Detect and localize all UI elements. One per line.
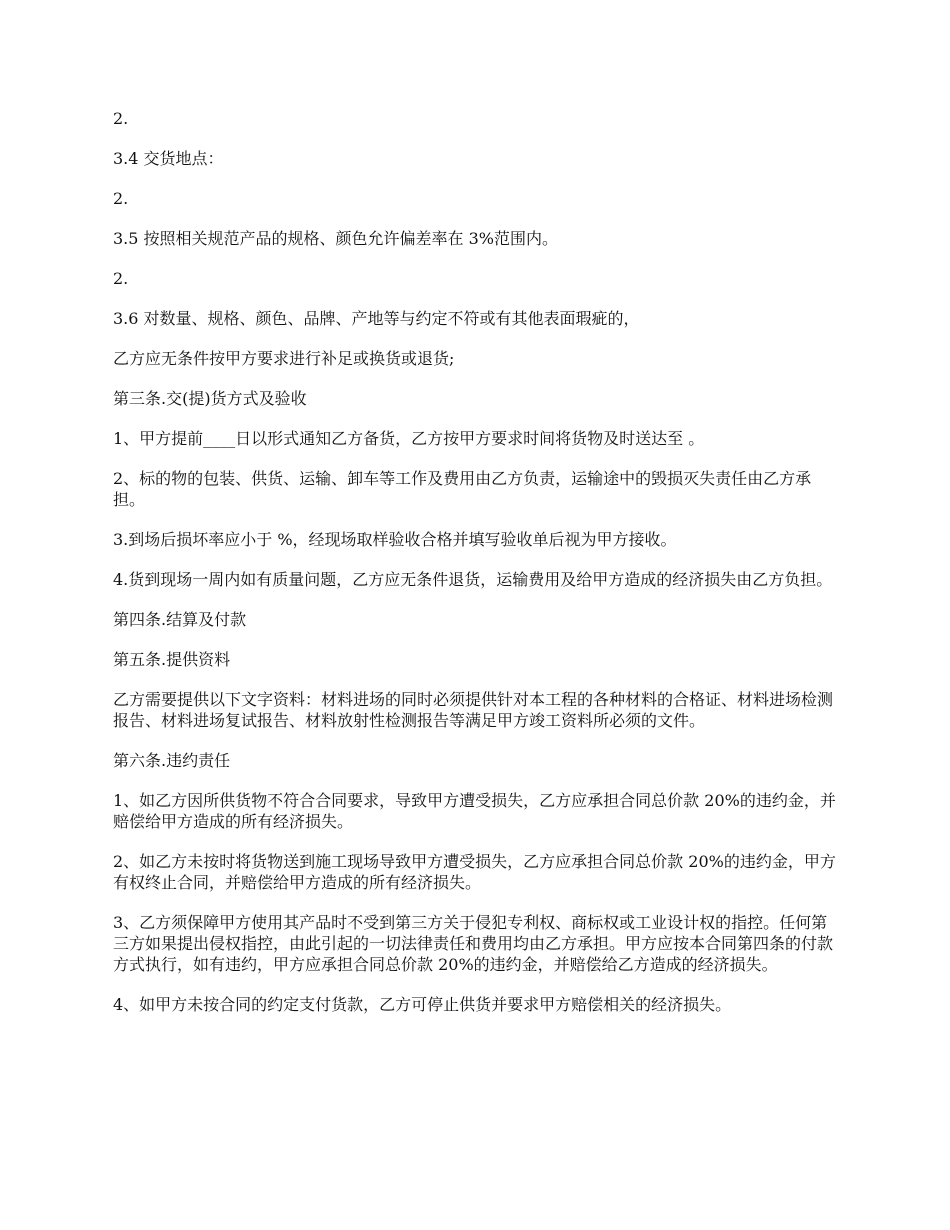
paragraph: 2、如乙方未按时将货物送到施工现场导致甲方遭受损失，乙方应承担合同总价款 20%的违约金，甲方有权终止合同，并赔偿给甲方造成的所有经济损失。 <box>113 852 836 892</box>
document-body <box>113 108 843 1034</box>
paragraph: 2、标的物的包装、供货、运输、卸车等工作及费用由乙方负责，运输途中的毁损灭失责任由乙方承担。 <box>113 469 812 509</box>
section-heading: 第四条.结算及付款 <box>113 610 247 629</box>
paragraph: 2. <box>113 189 129 208</box>
paragraph: 3、乙方须保障甲方使用其产品时不受到第三方关于侵犯专利权、商标权或工业设计权的指控。任何第三方如果提出侵权指控，由此引起的一切法律责任和费用均由乙方承担。甲方应按本合同第四条的付款方式执行，如有违约，甲方应承担合同总价款 20%的违约金，并赔偿给乙方造成的经济损失。 <box>113 913 834 974</box>
paragraph: 2. <box>113 269 129 288</box>
paragraph: 乙方应无条件按甲方要求进行补足或换货或退货; <box>113 349 455 368</box>
section-heading: 第三条.交(提)货方式及验收 <box>113 389 307 408</box>
section-heading: 第五条.提供资料 <box>113 650 231 669</box>
paragraph: 乙方需要提供以下文字资料：材料进场的同时必须提供针对本工程的各种材料的合格证、材料进场检测报告、材料进场复试报告、材料放射性检测报告等满足甲方竣工资料所必须的文件。 <box>113 690 834 730</box>
paragraph: 2. <box>113 109 129 128</box>
paragraph: 3.6 对数量、规格、颜色、品牌、产地等与约定不符或有其他表面瑕疵的， <box>113 309 640 328</box>
section-heading: 第六条.违约责任 <box>113 751 231 770</box>
paragraph: 3.5 按照相关规范产品的规格、颜色允许偏差率在 3%范围内。 <box>113 229 559 248</box>
paragraph: 4.货到现场一周内如有质量问题，乙方应无条件退货，运输费用及给甲方造成的经济损失由乙方负担。 <box>113 570 833 589</box>
paragraph: 3.4 交货地点： <box>113 149 224 168</box>
paragraph: 1、甲方提前____日以形式通知乙方备货，乙方按甲方要求时间将货物及时送达至 。 <box>113 429 705 448</box>
paragraph: 4、如甲方未按合同的约定支付货款，乙方可停止供货并要求甲方赔偿相关的经济损失。 <box>113 995 732 1014</box>
paragraph: 1、如乙方因所供货物不符合合同要求，导致甲方遭受损失，乙方应承担合同总价款 20%的违约金，并赔偿给甲方造成的所有经济损失。 <box>113 791 836 831</box>
paragraph: 3.到场后损坏率应小于 %，经现场取样验收合格并填写验收单后视为甲方接收。 <box>113 530 677 549</box>
